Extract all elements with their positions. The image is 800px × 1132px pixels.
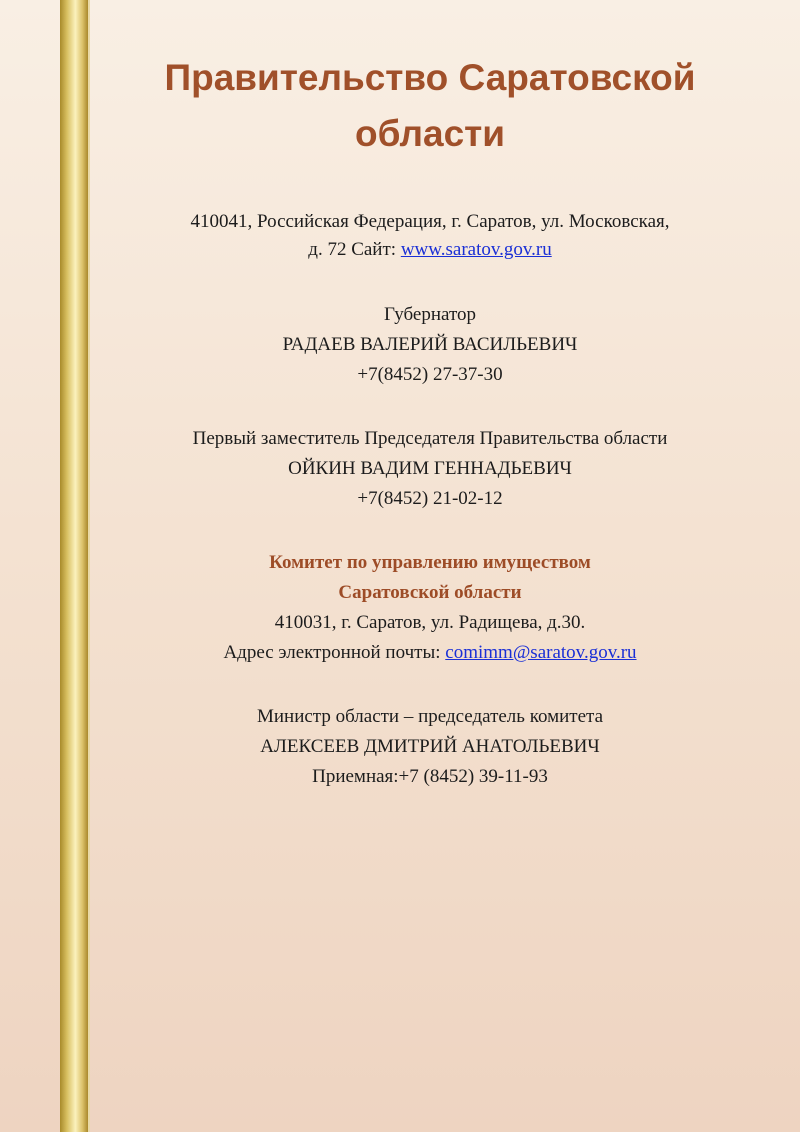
- gold-side-stripe: [60, 0, 88, 1132]
- email-label: Адрес электронной почты:: [223, 642, 446, 663]
- minister-section: [100, 702, 760, 792]
- minister-role: Министр области – председатель комитета: [256, 706, 604, 727]
- committee-email: [100, 638, 760, 668]
- title-line-2: области: [354, 113, 506, 154]
- government-address: [100, 208, 760, 264]
- committee-address: 410031, г. Саратов, ул. Радищева, д.30.: [274, 612, 586, 633]
- address-line-1: 410041, Российская Федерация, г. Саратов, ул. Московская,: [190, 211, 670, 232]
- deputy-name: ОЙКИН ВАДИМ ГЕННАДЬЕВИЧ: [288, 458, 572, 479]
- title-line-1: Правительство Саратовской: [164, 57, 696, 98]
- address-line-2: [100, 236, 760, 264]
- minister-phone: Приемная:+7 (8452) 39-11-93: [312, 766, 548, 787]
- deputy-role: Первый заместитель Председателя Правительства области: [192, 428, 668, 449]
- committee-name-line-2: Саратовской области: [338, 582, 522, 603]
- governor-name: РАДАЕВ ВАЛЕРИЙ ВАСИЛЬЕВИЧ: [282, 334, 578, 355]
- document-content: [100, 50, 760, 792]
- deputy-section: [100, 424, 760, 514]
- email-link[interactable]: comimm@saratov.gov.ru: [445, 642, 637, 663]
- page-title: [100, 50, 760, 162]
- governor-role: Губернатор: [383, 304, 477, 325]
- governor-phone: +7(8452) 27-37-30: [357, 364, 503, 385]
- governor-section: [100, 300, 760, 390]
- deputy-phone: +7(8452) 21-02-12: [357, 488, 503, 509]
- committee-name-line-1: Комитет по управлению имуществом: [269, 552, 591, 573]
- minister-name: АЛЕКСЕЕВ ДМИТРИЙ АНАТОЛЬЕВИЧ: [260, 736, 600, 757]
- address-line-2-prefix: д. 72 Сайт:: [308, 239, 401, 260]
- site-link[interactable]: www.saratov.gov.ru: [400, 239, 552, 260]
- committee-section: [100, 548, 760, 668]
